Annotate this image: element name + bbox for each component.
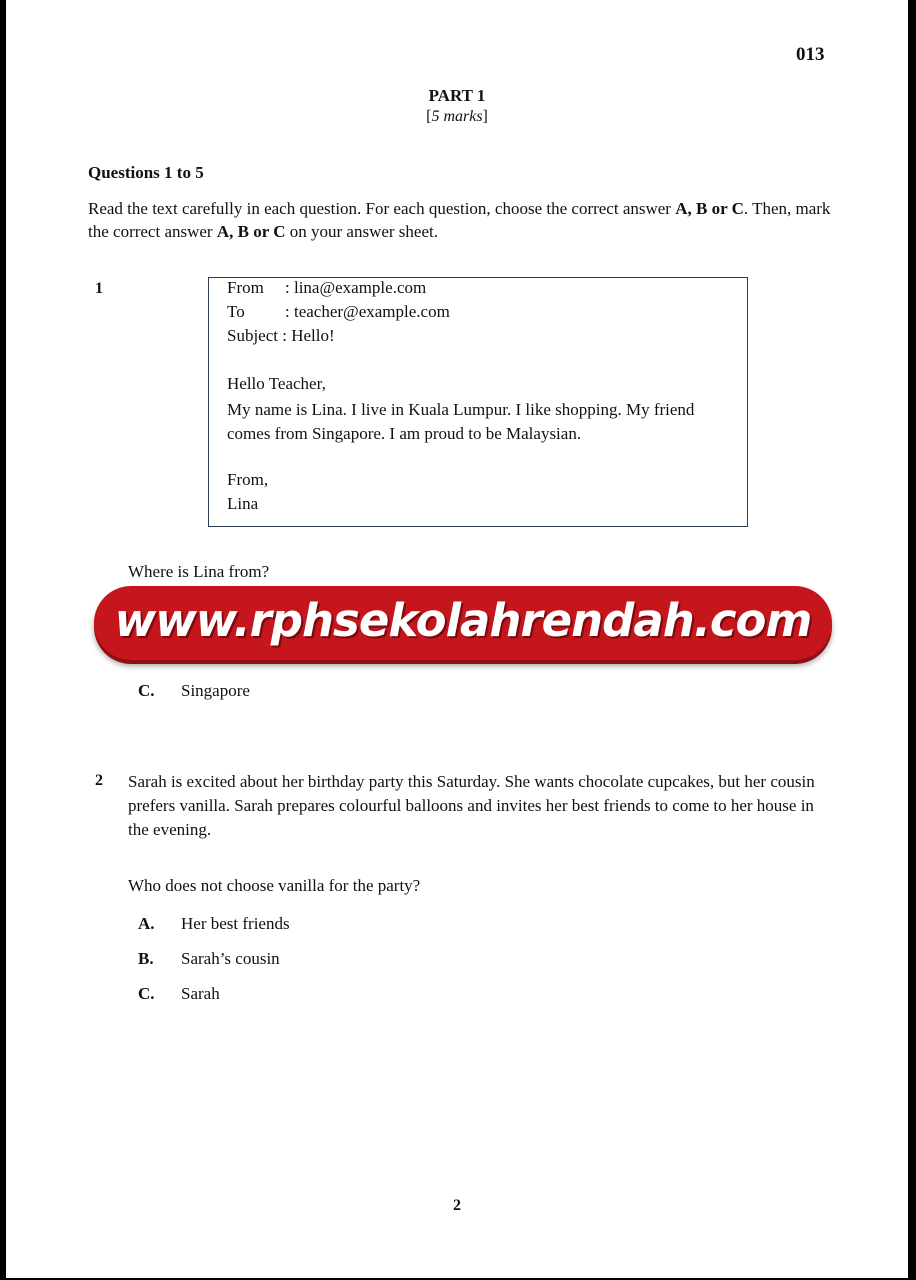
instructions: Read the text carefully in each question. For each question, choose the correct answer A, B or C. Then, mark the correct answer A, B or C on your answer sheet.	[88, 199, 831, 241]
email-signature: Lina	[227, 494, 259, 513]
email-body: My name is Lina. I live in Kuala Lumpur. I like shopping. My friend comes from Singapore. I am proud to be Malaysian.	[227, 400, 695, 443]
section-heading: Questions 1 to 5	[88, 163, 204, 182]
question-1-number: 1	[95, 280, 103, 297]
question-2-number: 2	[95, 772, 103, 789]
option-b-text: Sarah’s cousin	[181, 949, 280, 968]
email-greeting: Hello Teacher,	[227, 374, 326, 393]
page-number: 2	[453, 1197, 461, 1214]
question-1-text: Where is Lina from?	[128, 562, 270, 581]
email-subject: Subject : Hello!	[227, 326, 335, 345]
email-box	[208, 277, 748, 527]
part-marks: [5 marks]	[426, 108, 488, 125]
option-a-text: Her best friends	[181, 914, 290, 933]
question-2-text: Who does not choose vanilla for the party?	[128, 876, 421, 895]
part-title: PART 1	[428, 86, 486, 105]
email-to: To : teacher@example.com	[227, 302, 450, 321]
paper-code: 013	[796, 44, 825, 65]
watermark-banner	[94, 586, 832, 660]
exam-page	[6, 0, 908, 1278]
question-2-passage: Sarah is excited about her birthday party this Saturday. She wants chocolate cupcakes, but her cousin prefers vanilla. Sarah prepares colourful balloons and invites her best friends to come to her house in the evening.	[128, 772, 815, 839]
email-signoff: From,	[227, 470, 269, 489]
option-a[interactable]: A.	[138, 914, 155, 933]
option-c-text: Singapore	[181, 681, 250, 700]
watermark-text: www.rphsekolahrendah.com	[114, 594, 812, 647]
option-c[interactable]: C.	[138, 984, 155, 1003]
option-c-text: Sarah	[181, 984, 220, 1003]
option-c[interactable]: C.	[138, 681, 155, 700]
option-b[interactable]: B.	[138, 949, 154, 968]
email-from: From : lina@example.com	[227, 278, 427, 297]
